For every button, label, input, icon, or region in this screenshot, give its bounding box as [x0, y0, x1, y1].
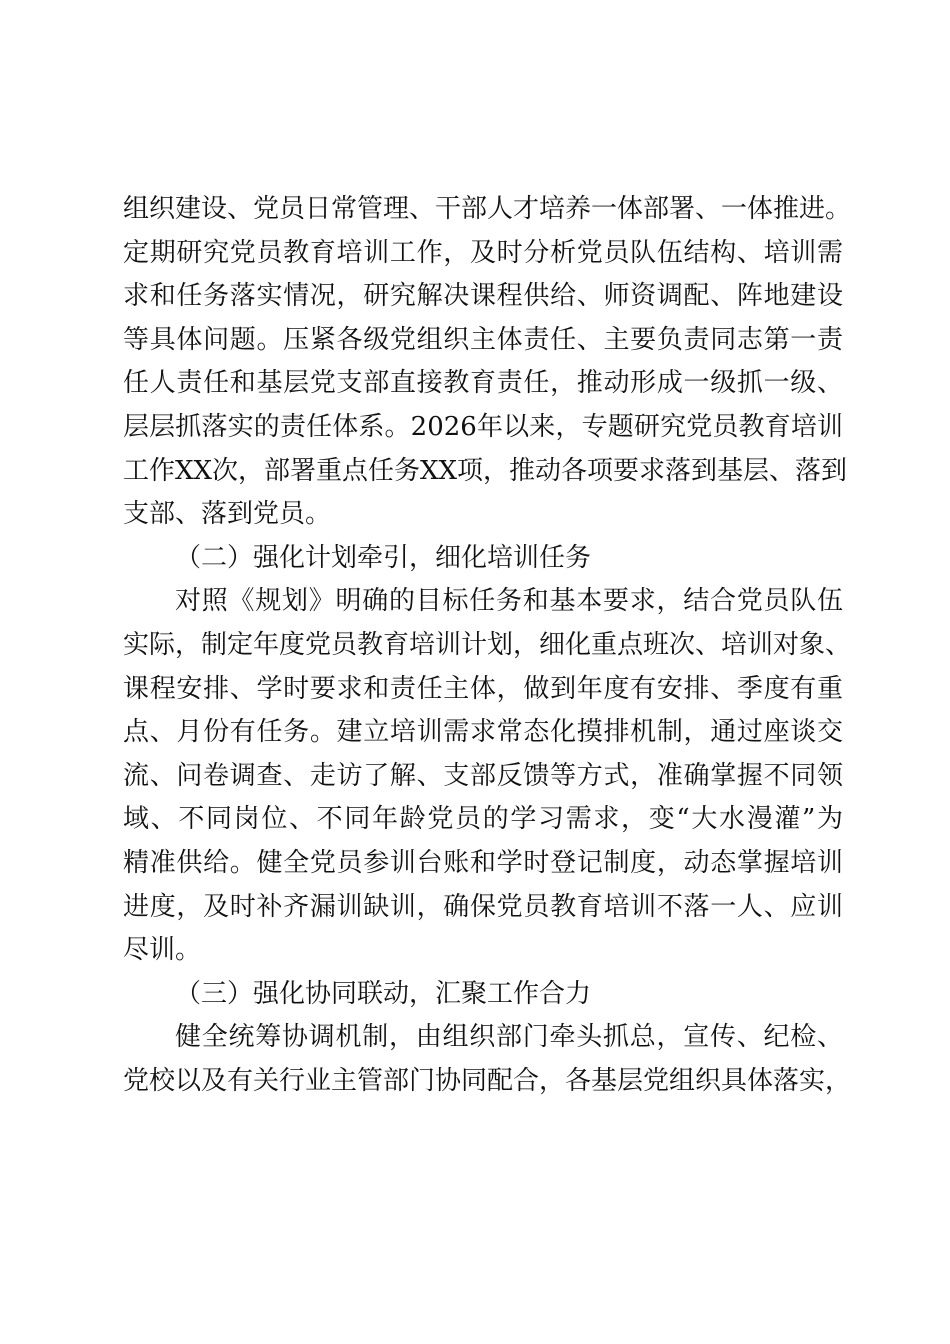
paragraph-line: 域、不同岗位、不同年龄党员的学习需求，变“大水漫灌”为	[123, 804, 843, 835]
paragraph-line: 层层抓落实的责任体系。2026年以来，专题研究党员教育培训	[123, 411, 843, 442]
paragraph-line: 尽训。	[123, 935, 202, 966]
paragraph-1	[123, 188, 852, 537]
paragraph-line: 流、问卷调查、走访了解、支部反馈等方式，准确掌握不同领	[123, 760, 843, 791]
paragraph-line: 健全统筹协调机制，由组织部门牵头抓总，宣传、纪检、	[175, 1022, 843, 1053]
paragraph-line: 任人责任和基层党支部直接教育责任，推动形成一级抓一级、	[123, 368, 843, 399]
paragraph-3	[123, 1016, 852, 1103]
paragraph-line: 对照《规划》明确的目标任务和基本要求，结合党员队伍	[175, 586, 843, 617]
section-heading-2: （二）强化计划牵引，细化培训任务	[175, 542, 592, 573]
paragraph-line: 组织建设、党员日常管理、干部人才培养一体部署、一体推进。	[123, 194, 852, 224]
paragraph-line: 点、月份有任务。建立培训需求常态化摸排机制，通过座谈交	[123, 717, 843, 748]
paragraph-line: 工作XX次，部署重点任务XX项，推动各项要求落到基层、落到	[123, 455, 848, 486]
paragraph-line: 进度，及时补齐漏训缺训，确保党员教育培训不落一人、应训	[123, 891, 843, 922]
paragraph-line: 支部、落到党员。	[123, 499, 332, 530]
paragraph-line: 求和任务落实情况，研究解决课程供给、师资调配、阵地建设	[123, 281, 843, 312]
document-body	[123, 188, 852, 1103]
paragraph-line: 实际，制定年度党员教育培训计划，细化重点班次、培训对象、	[123, 629, 852, 660]
paragraph-2	[123, 580, 852, 972]
section-heading-3: （三）强化协同联动，汇聚工作合力	[175, 978, 592, 1009]
paragraph-line: 精准供给。健全党员参训台账和学时登记制度，动态掌握培训	[123, 847, 843, 878]
paragraph-line: 党校以及有关行业主管部门协同配合，各基层党组织具体落实，	[123, 1065, 852, 1096]
paragraph-line: 课程安排、学时要求和责任主体，做到年度有安排、季度有重	[123, 673, 843, 704]
paragraph-line: 定期研究党员教育培训工作，及时分析党员队伍结构、培训需	[123, 237, 843, 268]
paragraph-line: 等具体问题。压紧各级党组织主体责任、主要负责同志第一责	[123, 324, 843, 355]
